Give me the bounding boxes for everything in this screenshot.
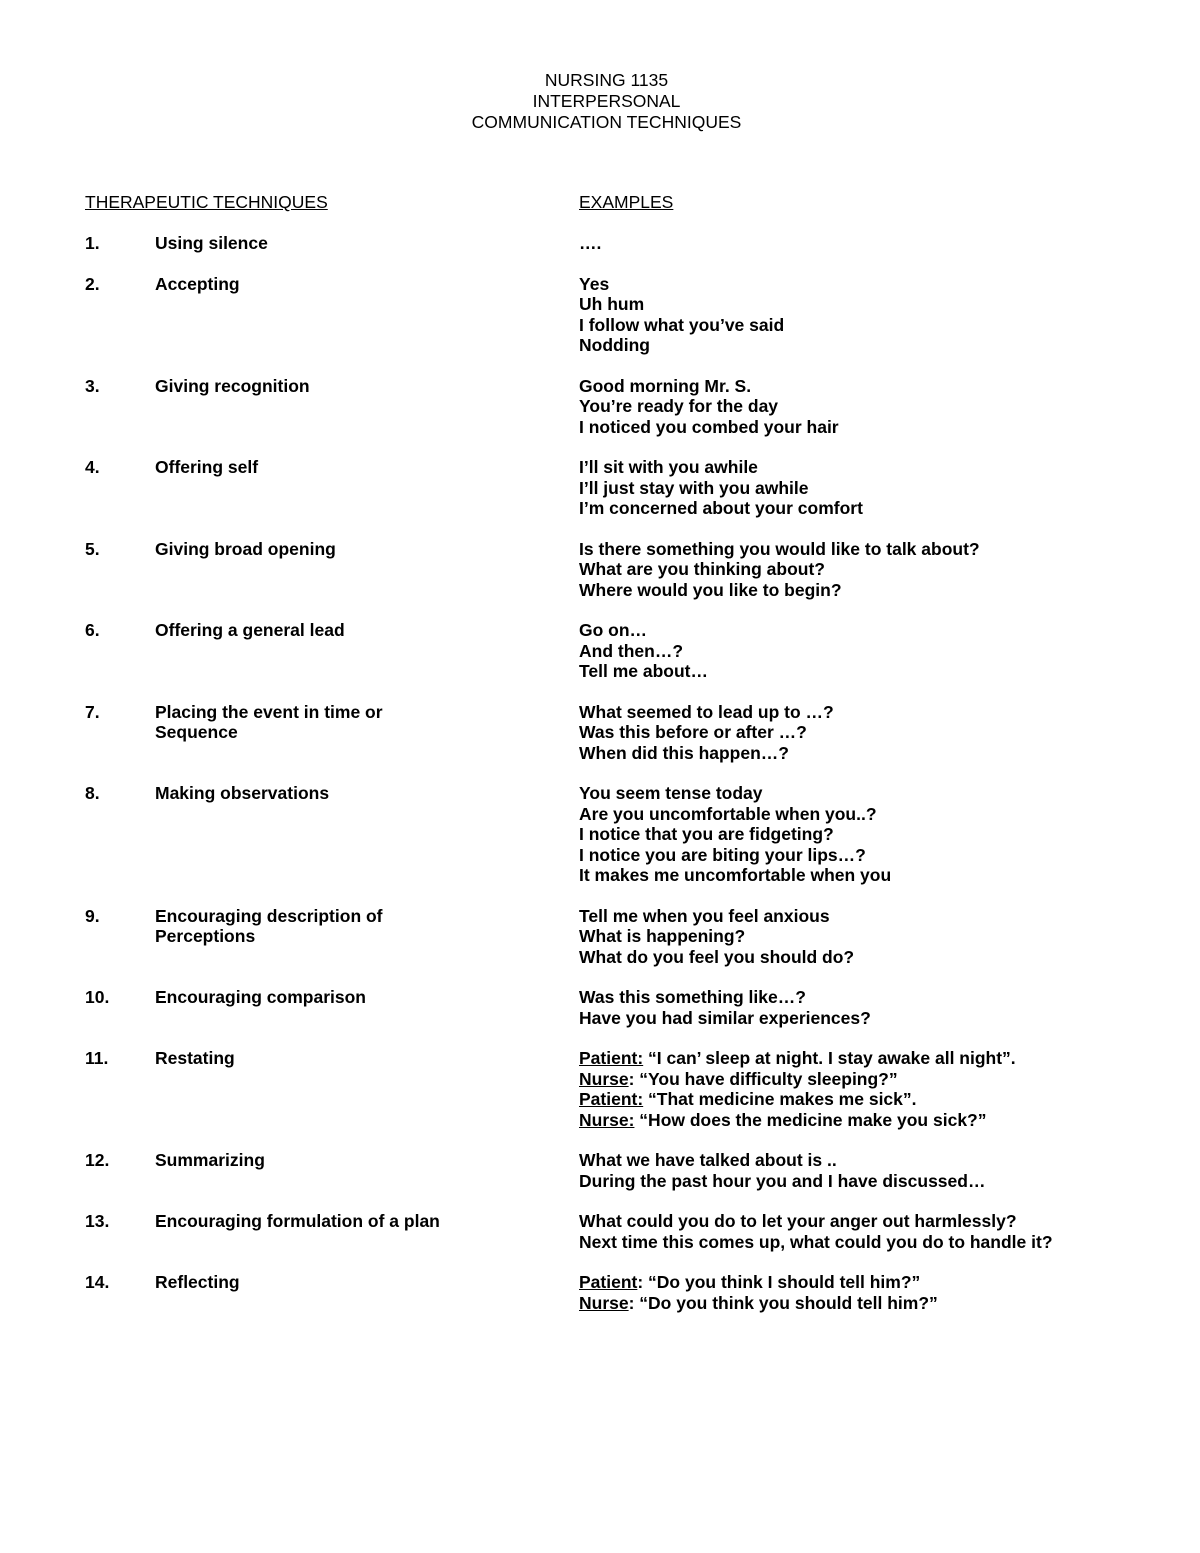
example-line [579, 804, 1179, 825]
example-line [579, 580, 1179, 601]
technique-name [155, 457, 485, 478]
technique-name [155, 539, 485, 560]
example-text: Yes [579, 273, 610, 294]
technique-name [155, 274, 485, 295]
technique-name [155, 1211, 485, 1232]
example-text: : “Do you think you should tell him?” [628, 1292, 938, 1313]
example-text: : “You have difficulty sleeping?” [628, 1068, 898, 1089]
technique-row [0, 620, 1200, 682]
technique-examples [579, 906, 1179, 968]
technique-row [0, 783, 1200, 886]
technique-number: 12. [85, 1150, 110, 1170]
technique-examples [579, 539, 1179, 601]
example-text: Tell me about… [579, 661, 708, 681]
example-text: What we have talked about is .. [579, 1150, 837, 1170]
example-line [579, 987, 1179, 1008]
technique-number: 7. [85, 701, 100, 722]
technique-examples [579, 457, 1179, 519]
example-line [579, 559, 1179, 580]
techniques-header: THERAPEUTIC TECHNIQUES [85, 192, 328, 212]
example-text: When did this happen…? [579, 742, 789, 763]
technique-examples [579, 783, 1179, 886]
example-line [579, 1069, 1179, 1090]
technique-name [155, 783, 485, 804]
speaker-label: Patient: [579, 1048, 644, 1068]
technique-examples [579, 376, 1179, 438]
technique-name-line: Encouraging formulation of a plan [155, 1211, 440, 1231]
technique-number: 9. [85, 905, 100, 926]
example-line [579, 498, 1179, 519]
example-line [579, 1171, 1179, 1192]
example-text: What seemed to lead up to …? [579, 701, 834, 722]
example-line [579, 457, 1179, 478]
technique-number: 2. [85, 273, 100, 294]
example-text: What could you do to let your anger out harmlessly? [579, 1211, 1017, 1231]
example-text: You seem tense today [579, 783, 763, 803]
example-text: : “Do you think I should tell him?” [637, 1272, 921, 1292]
example-line [579, 641, 1179, 662]
example-line [579, 926, 1179, 947]
example-line [579, 1150, 1179, 1171]
technique-number: 14. [85, 1272, 110, 1292]
technique-number: 3. [85, 375, 100, 396]
example-line [579, 661, 1179, 682]
technique-row [0, 539, 1200, 601]
technique-name-line: Perceptions [155, 926, 256, 946]
technique-name-line: Accepting [155, 273, 240, 294]
example-line [579, 376, 1179, 397]
example-line [579, 1232, 1179, 1253]
column-headers [0, 192, 1200, 214]
example-line [579, 906, 1179, 927]
technique-number: 11. [85, 1048, 109, 1068]
technique-examples [579, 1048, 1179, 1130]
subtitle-interpersonal: INTERPERSONAL [532, 91, 681, 111]
technique-name [155, 702, 485, 743]
example-line [579, 335, 1179, 356]
example-line [579, 845, 1179, 866]
technique-name-line: Using silence [155, 233, 268, 253]
technique-row [0, 906, 1200, 968]
technique-name [155, 1272, 485, 1293]
technique-number: 8. [85, 783, 100, 803]
technique-number: 10. [85, 987, 110, 1007]
example-text: Tell me when you feel anxious [579, 905, 830, 926]
technique-row [0, 274, 1200, 356]
example-line [579, 1048, 1179, 1069]
technique-name-line: Offering self [155, 457, 259, 477]
example-line [579, 743, 1179, 764]
example-text: Is there something you would like to talk about? [579, 538, 980, 559]
example-line [579, 233, 1179, 254]
example-text: Nodding [579, 335, 650, 355]
example-text: Where would you like to begin? [579, 579, 842, 600]
example-text: Go on… [579, 620, 648, 640]
example-text: Good morning Mr. S. [579, 375, 752, 396]
example-line [579, 417, 1179, 438]
technique-name-line: Sequence [155, 722, 238, 742]
technique-name [155, 233, 485, 254]
technique-row [0, 1048, 1200, 1130]
example-text: Uh hum [579, 294, 645, 314]
technique-examples [579, 1272, 1179, 1313]
technique-row [0, 1211, 1200, 1252]
course-title: NURSING 1135 [544, 70, 669, 90]
technique-examples [579, 987, 1179, 1028]
example-text: “How does the medicine make you sick?” [634, 1109, 987, 1130]
technique-number: 4. [85, 457, 100, 477]
technique-examples [579, 702, 1179, 764]
technique-examples [579, 1150, 1179, 1191]
example-text: I notice that you are fidgeting? [579, 824, 834, 844]
example-line [579, 478, 1179, 499]
example-line [579, 1110, 1179, 1131]
technique-name-line: Giving recognition [155, 375, 310, 396]
technique-name-line: Reflecting [155, 1272, 240, 1292]
examples-header: EXAMPLES [579, 192, 674, 212]
example-line [579, 702, 1179, 723]
technique-name-line: Placing the event in time or [155, 701, 383, 722]
speaker-label: Patient: [579, 1089, 644, 1109]
example-text: What are you thinking about? [579, 559, 825, 579]
technique-name-line: Giving broad opening [155, 538, 336, 559]
technique-name-line: Making observations [155, 783, 330, 803]
technique-row [0, 233, 1200, 254]
example-text: Was this before or after …? [579, 722, 807, 742]
technique-number: 1. [85, 233, 100, 253]
technique-name [155, 906, 485, 947]
example-text: I noticed you combed your hair [579, 416, 839, 437]
technique-name [155, 1048, 485, 1069]
technique-row [0, 1272, 1200, 1313]
technique-name [155, 376, 485, 397]
example-line [579, 294, 1179, 315]
technique-name-line: Offering a general lead [155, 620, 345, 640]
technique-number: 13. [85, 1211, 110, 1231]
example-line [579, 315, 1179, 336]
speaker-label: Nurse [579, 1068, 629, 1089]
speaker-label: Nurse: [579, 1109, 635, 1130]
example-text: Was this something like…? [579, 987, 806, 1007]
technique-name [155, 987, 485, 1008]
technique-row [0, 457, 1200, 519]
example-line [579, 1008, 1179, 1029]
example-line [579, 396, 1179, 417]
technique-row [0, 702, 1200, 764]
example-text: You’re ready for the day [579, 396, 779, 416]
example-text: What is happening? [579, 926, 746, 946]
example-text: Are you uncomfortable when you..? [579, 803, 877, 824]
example-text: “I can’ sleep at night. I stay awake all night”. [643, 1048, 1016, 1068]
technique-row [0, 987, 1200, 1028]
example-text: I’ll just stay with you awhile [579, 477, 809, 498]
example-text: It makes me uncomfortable when you [579, 865, 892, 885]
technique-examples [579, 233, 1179, 254]
example-text: I follow what you’ve said [579, 314, 785, 335]
example-line [579, 865, 1179, 886]
example-line [579, 1089, 1179, 1110]
example-text: I’ll sit with you awhile [579, 457, 758, 477]
technique-name [155, 1150, 485, 1171]
example-line [579, 1211, 1179, 1232]
subtitle-communication: COMMUNICATION TECHNIQUES [471, 112, 742, 132]
technique-number: 6. [85, 620, 100, 640]
technique-number: 5. [85, 538, 100, 559]
technique-row [0, 1150, 1200, 1191]
example-line [579, 947, 1179, 968]
technique-examples [579, 274, 1179, 356]
technique-examples [579, 620, 1179, 682]
technique-examples [579, 1211, 1179, 1252]
example-line [579, 539, 1179, 560]
speaker-label: Nurse [579, 1292, 629, 1313]
example-line [579, 1272, 1179, 1293]
document-title [0, 70, 1200, 133]
example-text: During the past hour you and I have discussed… [579, 1170, 986, 1191]
example-text: I’m concerned about your comfort [579, 498, 863, 518]
example-line [579, 620, 1179, 641]
example-text: What do you feel you should do? [579, 946, 855, 967]
example-text: …. [579, 233, 602, 253]
technique-name [155, 620, 485, 641]
example-line [579, 783, 1179, 804]
example-text: I notice you are biting your lips…? [579, 844, 866, 865]
technique-name-line: Encouraging comparison [155, 987, 366, 1007]
example-line [579, 824, 1179, 845]
example-line [579, 274, 1179, 295]
example-text: And then…? [579, 640, 684, 661]
technique-list [0, 233, 1200, 1333]
speaker-label: Patient [579, 1272, 638, 1292]
example-line [579, 722, 1179, 743]
technique-name-line: Encouraging description of [155, 905, 383, 926]
example-text: Next time this comes up, what could you do to handle it? [579, 1231, 1053, 1252]
example-text: “That medicine makes me sick”. [643, 1089, 917, 1109]
technique-name-line: Restating [155, 1048, 235, 1068]
example-line [579, 1293, 1179, 1314]
technique-name-line: Summarizing [155, 1150, 265, 1170]
technique-row [0, 376, 1200, 438]
example-text: Have you had similar experiences? [579, 1007, 871, 1028]
